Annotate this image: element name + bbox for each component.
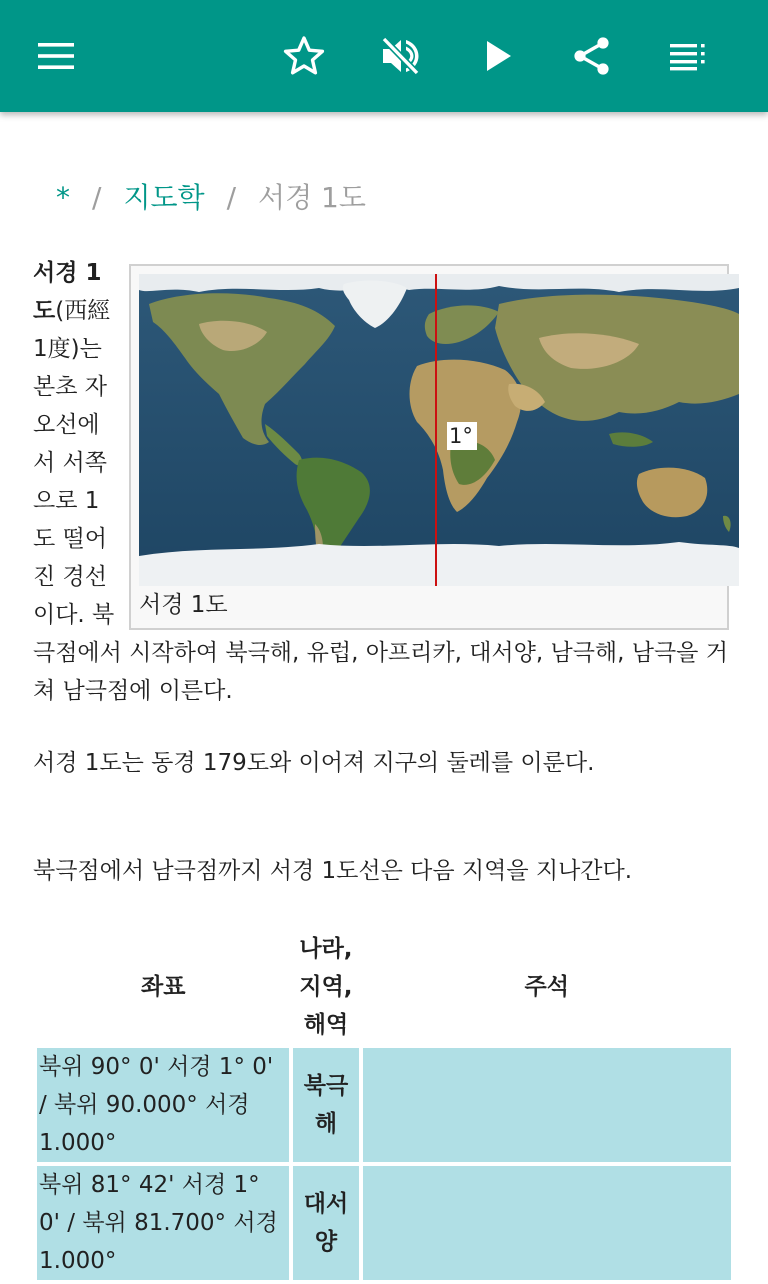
row-note	[363, 1048, 731, 1162]
article-title: 서경 1도	[33, 260, 102, 324]
paragraph-route-intro: 북극점에서 남극점까지 서경 1도선은 다음 지역을 지나간다.	[33, 858, 633, 884]
world-map-image[interactable]	[139, 274, 739, 586]
figure-caption: 서경 1도	[139, 592, 228, 618]
row-note	[363, 1166, 731, 1280]
breadcrumb-category-link[interactable]: 지도학	[123, 181, 205, 214]
app-toolbar	[0, 0, 768, 112]
intro-text: (西經1度)는 본초 자오선에서 서쪽으로 1도 떨어진 경선이다. 북극점에서 시작하여 북극해, 유럽, 아프리카, 대서양, 남극해, 남극을 거쳐 남극점에 이른다.	[33, 298, 728, 704]
header-notes: 주석	[363, 930, 731, 1044]
row-region[interactable]: 대서양	[293, 1166, 358, 1280]
table-header-row	[37, 930, 731, 1044]
breadcrumb	[56, 178, 366, 218]
breadcrumb-separator: /	[226, 181, 237, 214]
table-row	[37, 1048, 731, 1162]
volume-off-icon[interactable]	[378, 34, 422, 78]
map-figure	[129, 264, 729, 630]
table-row	[37, 1166, 731, 1280]
breadcrumb-home-link[interactable]: *	[56, 181, 70, 214]
row-coordinates: 북위 81° 42' 서경 1° 0' / 북위 81.700° 서경 1.000°	[37, 1166, 289, 1280]
breadcrumb-current: 서경 1도	[258, 181, 366, 214]
play-icon[interactable]	[476, 34, 520, 78]
row-region[interactable]: 북극해	[293, 1048, 358, 1162]
menu-icon[interactable]	[34, 34, 78, 78]
star-icon[interactable]	[282, 34, 326, 78]
paragraph-antipode: 서경 1도는 동경 179도와 이어져 지구의 둘레를 이룬다.	[33, 750, 595, 776]
meridian-label: 1°	[449, 424, 473, 448]
breadcrumb-separator: /	[92, 181, 102, 214]
row-coordinates: 북위 90° 0' 서경 1° 0' / 북위 90.000° 서경 1.000°	[37, 1048, 289, 1162]
share-icon[interactable]	[570, 34, 614, 78]
article-content	[33, 254, 733, 890]
header-region: 나라, 지역, 해역	[293, 930, 358, 1044]
route-table	[33, 926, 735, 1284]
playlist-icon[interactable]	[666, 34, 710, 78]
header-coordinates: 좌표	[37, 930, 289, 1044]
